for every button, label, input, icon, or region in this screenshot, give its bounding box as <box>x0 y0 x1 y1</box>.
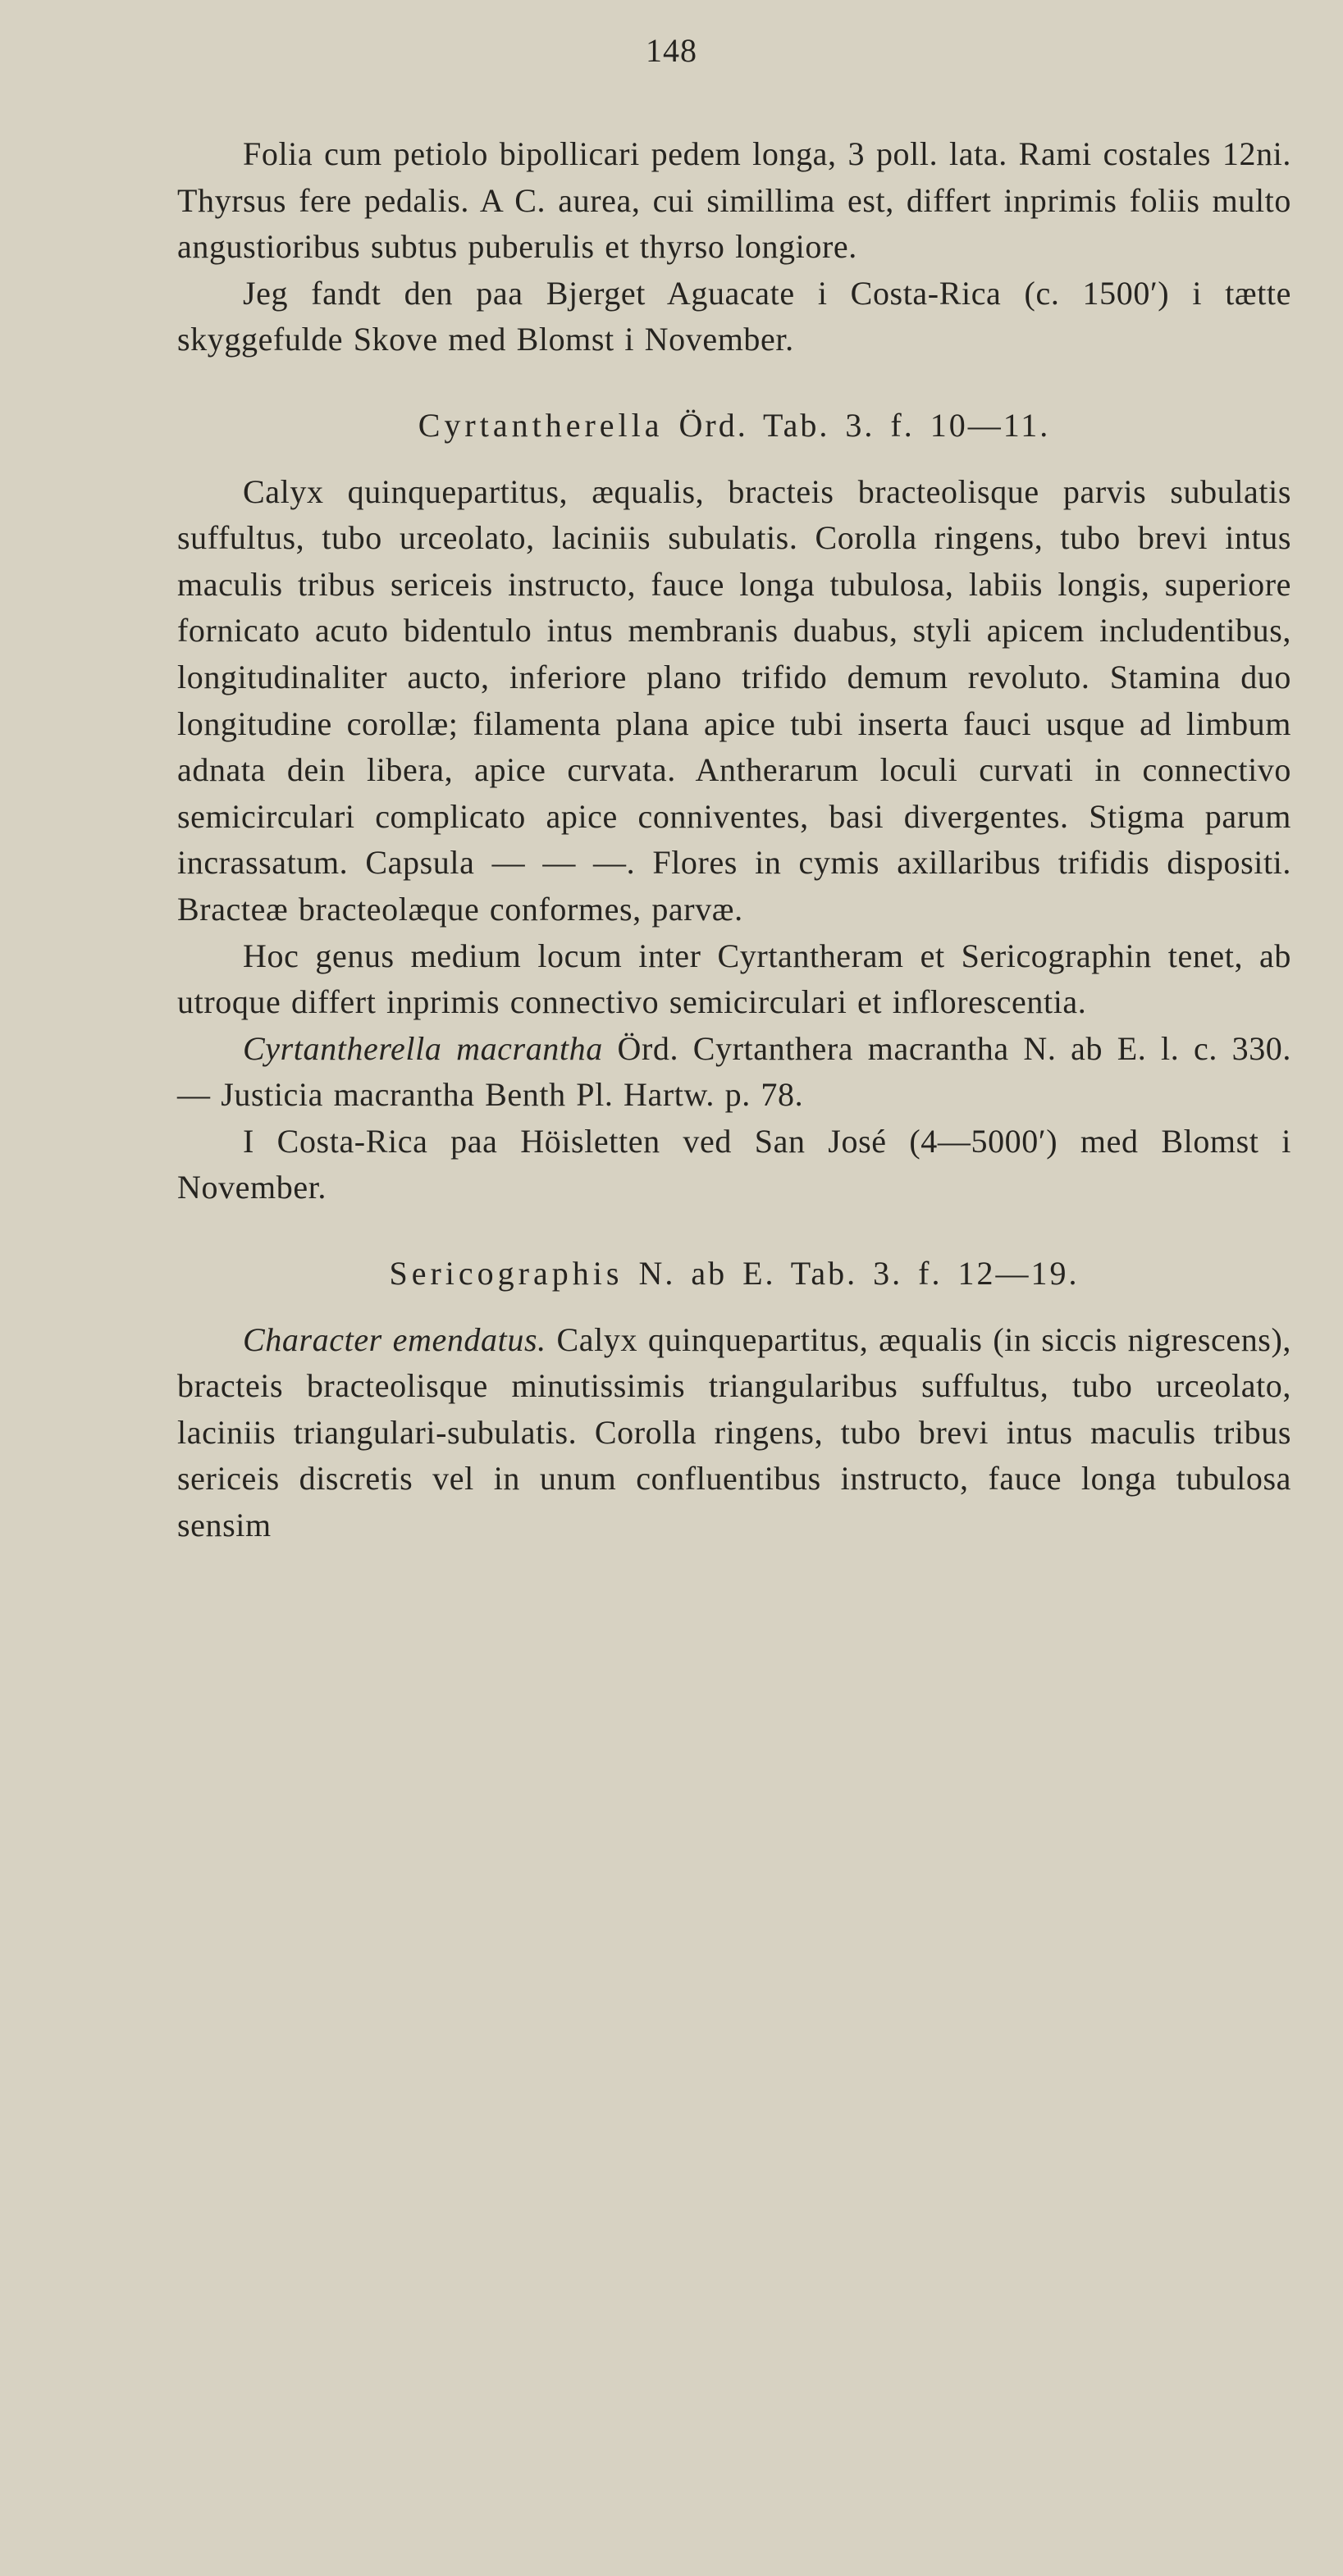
character-text: Calyx quinquepartitus, æqualis (in siccis nigrescens), bracteis bracteolisque minutissimis triangularibus suffultus, tubo urceolato, laciniis triangulari-subulatis. Corolla ringens, tubo brevi intus maculis tribus sericeis discretis vel in unum confluentibus instructo, fauce longa tubulosa sensim <box>177 1320 1291 1544</box>
genus-name: Cyrtantherella <box>418 406 664 444</box>
paragraph-genus-description: Calyx quinquepartitus, æqualis, bracteis bracteolisque parvis subulatis suffultus, tubo urceolato, laciniis subulatis. Corolla ringens, tubo brevi intus maculis tribus sericeis instructo, fauce longa tubulosa, labiis longis, superiore fornicato acuto bidentulo intus membranis duabus, styli apicem includentibus, longitudinaliter aucto, inferiore plano trifido demum revoluto. Stamina duo longitudine corollæ; filamenta plana apice tubi inserta fauci usque ad limbum adnata dein libera, apice curvata. Antherarum loculi curvati in connectivo semicirculari complicato apice conniventes, basi divergentes. Stigma parum incrassatum. Capsula — — —. Flores in cymis axillaribus trifidis dispositi. Bracteæ bracteolæque conformes, parvæ. <box>177 472 1291 928</box>
genus-heading-cyrtantherella <box>177 403 1291 449</box>
paragraph-leaf-description: Folia cum petiolo bipollicari pedem longa, 3 poll. lata. Rami costales 12ni. Thyrsus fere pedalis. A C. aurea, cui simillima est, differt inprimis foliis multo angustioribus subtus puberulis et thyrso longiore. <box>177 135 1291 266</box>
paragraph-species-synonymy <box>177 1026 1291 1119</box>
genus-reference: N. ab E. Tab. 3. f. 12—19. <box>638 1255 1080 1293</box>
paragraph-collection-note: Jeg fandt den paa Bjerget Aguacate i Costa-Rica (c. 1500′) i tætte skyggefulde Skove med Blomst i November. <box>177 274 1291 358</box>
paragraph-species-locality: I Costa-Rica paa Höisletten ved San José (4—5000′) med Blomst i November. <box>177 1122 1291 1206</box>
paragraph-character-emendatus <box>177 1317 1291 1549</box>
paragraph-genus-relation: Hoc genus medium locum inter Cyrtantheram et Sericographin tenet, ab utroque differt inprimis connectivo semicirculari et inflorescentia. <box>177 937 1291 1021</box>
genus-heading-sericographis <box>177 1251 1291 1297</box>
character-label: Character emendatus. <box>243 1320 546 1358</box>
genus-name: Sericographis <box>389 1255 624 1293</box>
page-number: 148 <box>646 32 697 69</box>
text-column <box>177 131 1291 1549</box>
genus-reference: Örd. Tab. 3. f. 10—11. <box>678 406 1051 444</box>
species-name: Cyrtantherella macrantha <box>243 1029 603 1067</box>
species-synonymy-text: Örd. Cyrtanthera macrantha N. ab E. l. c. 330. — Justicia macrantha Benth Pl. Hartw. p. 78. <box>177 1029 1292 1114</box>
